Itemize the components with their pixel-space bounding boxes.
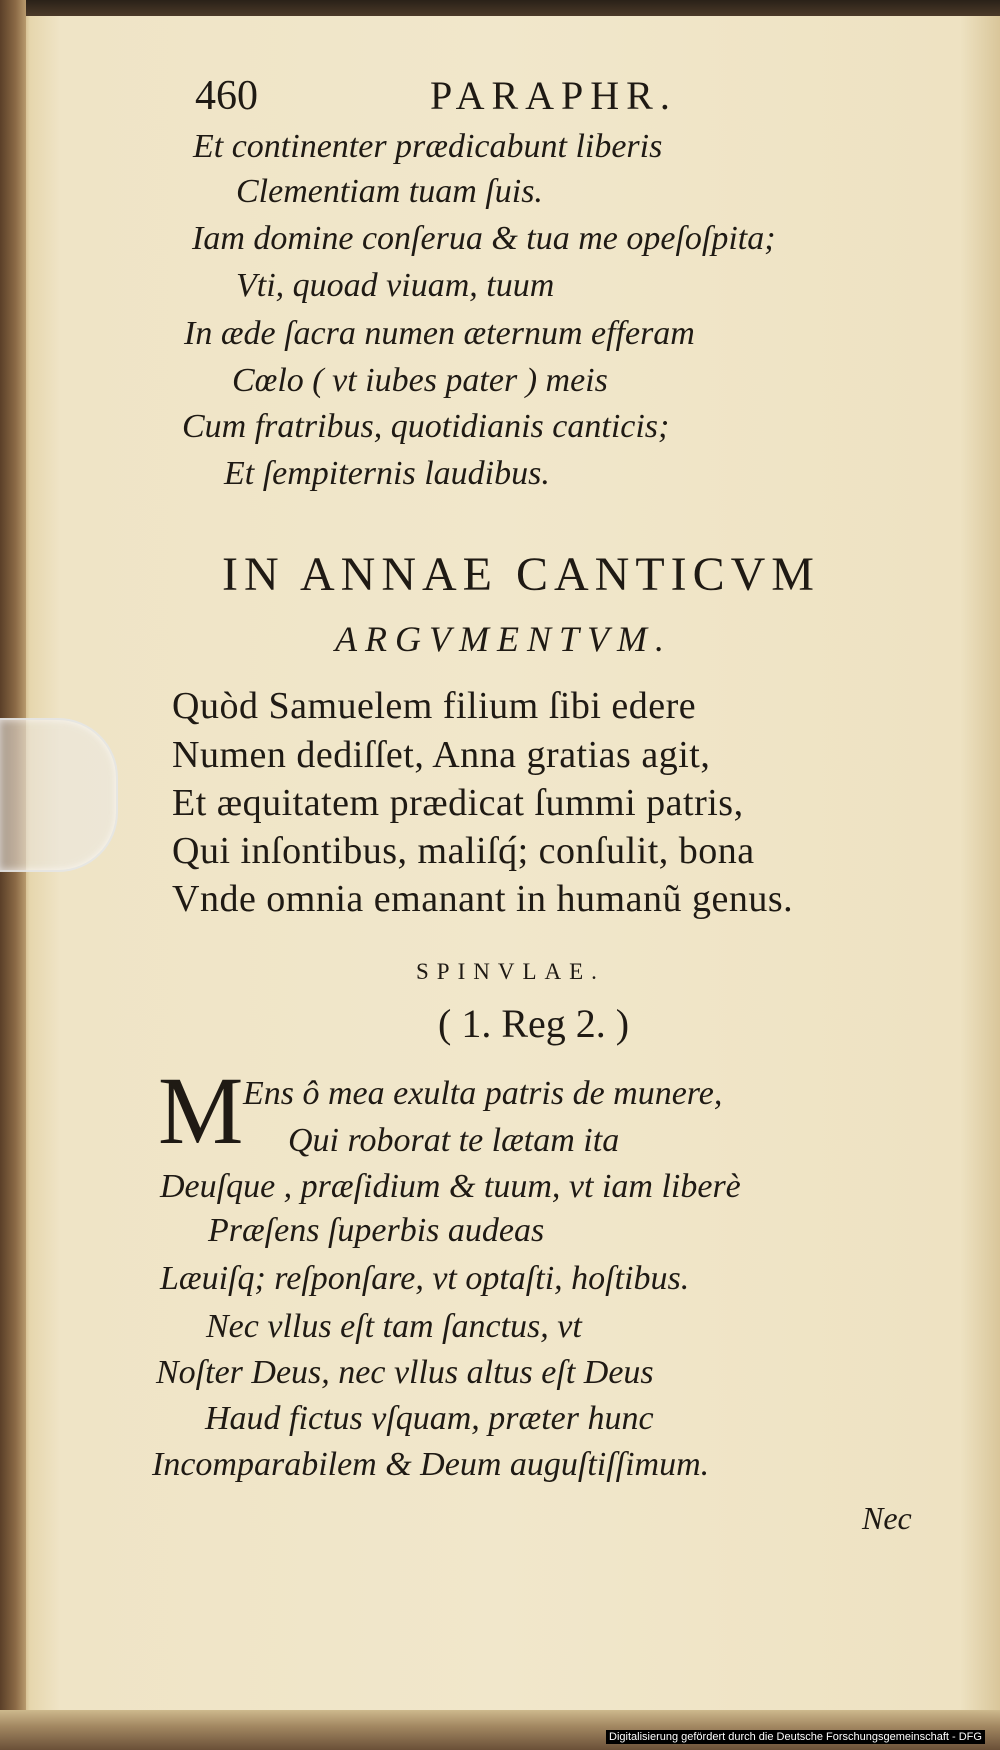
- hymn-line: Læuiſq; reſponſare, vt optaſti, hoſtibus.: [160, 1260, 690, 1297]
- poem-line: Cum fratribus, quotidianis canticis;: [182, 408, 670, 445]
- book-spine: [0, 0, 26, 1750]
- hymn-line: Qui roborat te lætam ita: [288, 1122, 620, 1159]
- argument-line: Et æquitatem prædicat ſummi patris,: [172, 782, 744, 824]
- argument-line: Vnde omnia emanant in humanũ genus.: [172, 878, 794, 920]
- section-title: IN ANNAE CANTICVM: [222, 548, 820, 601]
- poem-line: Vti, quoad viuam, tuum: [236, 267, 555, 304]
- argument-line: Quòd Samuelem filium ſibi edere: [172, 685, 697, 727]
- section-subtitle: ARGVMENTVM.: [335, 619, 672, 659]
- page-number: 460: [195, 73, 258, 119]
- poem-line: Cœlo ( vt iubes pater ) meis: [232, 362, 608, 399]
- running-head: PARAPHR.: [430, 73, 677, 118]
- page-top-edge: [0, 0, 1000, 16]
- argument-line: Numen dediſſet, Anna gratias agit,: [172, 734, 711, 776]
- poem-line: In æde ſacra numen æternum efferam: [184, 315, 695, 352]
- poem-line: Et ſempiternis laudibus.: [224, 455, 550, 492]
- hymn-line: Haud fictus vſquam, præter hunc: [205, 1400, 654, 1437]
- hymn-line: Deuſque , præſidium & tuum, vt iam liberè: [160, 1168, 741, 1205]
- poem-line: Et continenter prædicabunt liberis: [193, 128, 663, 165]
- hymn-line: Noſter Deus, nec vllus altus eſt Deus: [156, 1354, 654, 1391]
- hymn-line: Ens ô mea exulta patris de munere,: [243, 1075, 723, 1112]
- poem-line: Iam domine conſerua & tua me opeſoſpita;: [192, 220, 776, 257]
- drop-cap: M: [158, 1057, 244, 1164]
- argument-line: Qui inſontibus, maliſq́; conſulit, bona: [172, 830, 755, 872]
- poem-line: Clementiam tuam ſuis.: [236, 173, 543, 210]
- hymn-line: Incomparabilem & Deum auguſtiſſimum.: [152, 1446, 710, 1483]
- running-header: [195, 72, 755, 122]
- hymn-line: Nec vllus eſt tam ſanctus, vt: [206, 1308, 582, 1345]
- digitization-credit: Digitalisierung gefördert durch die Deutsche Forschungsgemeinschaft - DFG: [606, 1730, 985, 1744]
- page-clip: [0, 718, 118, 872]
- scripture-reference: ( 1. Reg 2. ): [438, 1001, 630, 1046]
- subsection-title: SPINVLAE.: [416, 959, 605, 984]
- hymn-line: Præſens ſuperbis audeas: [208, 1212, 545, 1249]
- catchword: Nec: [862, 1500, 912, 1536]
